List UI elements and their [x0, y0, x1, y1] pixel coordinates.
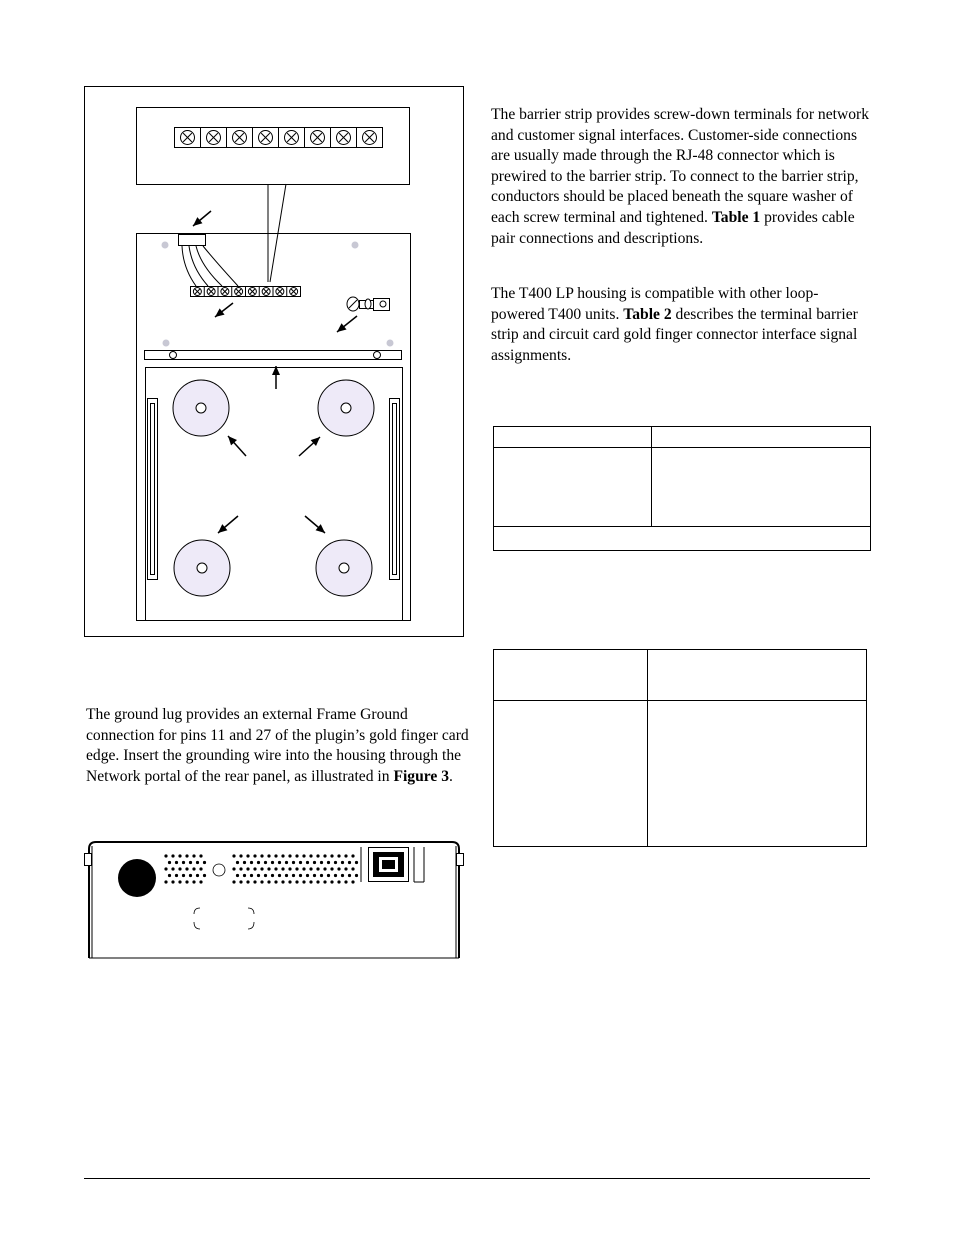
- mount-dot: [387, 340, 394, 347]
- table-row: [494, 448, 871, 527]
- barrier-strip: [191, 287, 301, 297]
- mount-dot: [162, 242, 169, 249]
- table-row: [494, 701, 867, 847]
- mount-dot: [163, 340, 170, 347]
- card-slot-left: [148, 399, 158, 580]
- mount-dot: [352, 242, 359, 249]
- footer-rule: [84, 1178, 870, 1179]
- arrow-icon: [337, 316, 357, 332]
- rj48-jack-icon: [361, 847, 424, 882]
- network-portal-icon: [118, 859, 156, 897]
- standoff: [316, 540, 372, 596]
- card-slot-right: [390, 399, 400, 580]
- compatibility-paragraph: The T400 LP housing is compatible with other loop-powered T400 units. Table 2 describes the terminal barrier strip and circuit card gold finger connector interface signal assignments.: [491, 285, 858, 364]
- screw-terminal-icon: [181, 131, 195, 145]
- table-ref: Table 1: [711, 208, 761, 226]
- card-guide-bar: [145, 351, 402, 360]
- vent-grille-icon: [164, 854, 358, 883]
- standoff: [174, 540, 230, 596]
- panel-tab-right: [457, 854, 464, 866]
- figure-frame: [85, 87, 464, 637]
- table-ref: Table 2: [623, 305, 672, 323]
- arrow-icon: [218, 516, 238, 533]
- table-row: [494, 427, 871, 448]
- arrow-icon: [193, 211, 211, 226]
- wire: [203, 246, 238, 286]
- table-row: [494, 650, 867, 701]
- standoff: [318, 380, 374, 436]
- wire: [182, 246, 196, 286]
- figure-ref: Figure 3: [393, 767, 450, 785]
- card-slot-right-inner: [393, 404, 397, 575]
- table-1: [493, 426, 871, 551]
- arrow-icon: [228, 436, 246, 456]
- card-slot-left-inner: [151, 404, 155, 575]
- ground-lug-icon: [347, 297, 390, 311]
- arrow-icon: [299, 437, 320, 456]
- arrow-icon: [215, 303, 233, 317]
- arrow-icon: [305, 516, 325, 533]
- table-row: [494, 527, 871, 551]
- arrow-icon: [193, 211, 357, 533]
- vent-hole-large: [213, 864, 225, 876]
- rj48-connector-icon: [179, 235, 206, 246]
- table-2: [493, 649, 867, 847]
- barrier-strip-paragraph: The barrier strip provides screw-down terminals for network and customer signal interfaces. Customer-side connections are usually made through the RJ-48 connector which is prewired to the barrier strip. To connect to the barrier strip, conductors should be placed beneath the square washer of each screw terminal and tightened. Table 1 provides cable pair connections and descriptions.: [491, 106, 870, 247]
- wire: [196, 246, 222, 286]
- knockout-icon: [194, 908, 254, 929]
- screw-terminal-icon: [193, 288, 201, 296]
- rear-panel-figure: [85, 842, 464, 958]
- arrow-icon: [272, 366, 280, 389]
- barrier-strip-enlarged: [175, 128, 383, 148]
- panel-tab-left: [85, 854, 92, 866]
- ground-lug-paragraph: The ground lug provides an external Frame Ground connection for pins 11 and 27 of the plugin’s gold finger card edge. Insert the grounding wire into the housing through the Network portal of the rear panel, as illustrated in Figure 3.: [86, 706, 469, 785]
- standoff: [173, 380, 229, 436]
- guide-hole: [170, 352, 177, 359]
- guide-hole: [374, 352, 381, 359]
